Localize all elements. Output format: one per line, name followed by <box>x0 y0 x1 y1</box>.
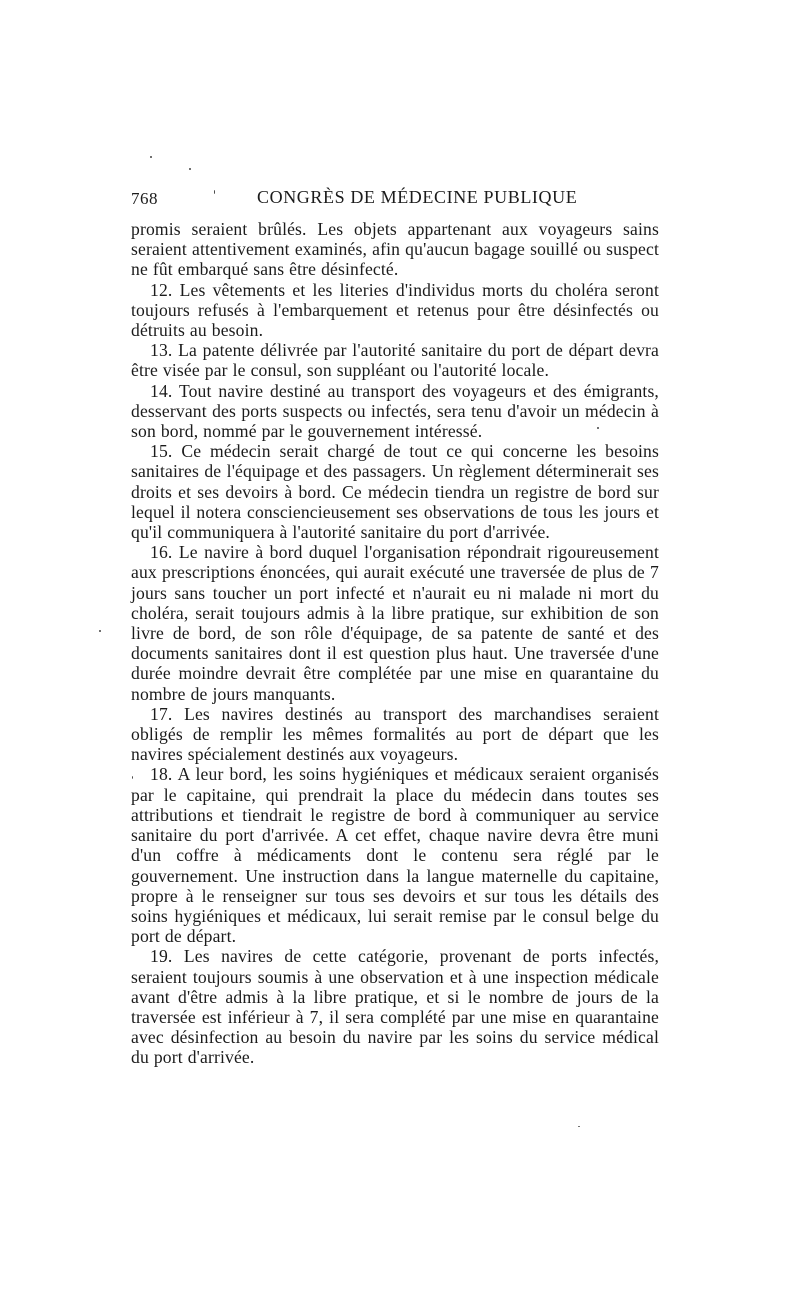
article-text: Ce médecin serait chargé de tout ce qui concerne les besoins sanitaires de l'équipage et des passagers. Un règlement déterminerait ses droits et ses devoirs à bord. Ce médecin tiendra un registre de bord sur lequel il notera consciencieusement ses observations de tous les jours et qu'il communiquera à l'autorité sanitaire du port d'arrivée. <box>131 441 660 543</box>
paragraph-text: promis seraient brûlés. Les objets appartenant aux voyageurs sains seraient attentivement examinés, afin qu'aucun bagage souillé ou suspect ne fût embarqué sans être désinfecté. <box>131 219 659 280</box>
running-title: CONGRÈS DE MÉDECINE PUBLIQUE <box>257 187 578 207</box>
article-text: Les vêtements et les literies d'individus morts du choléra seront toujours refusés à l'embarquement et retenus pour être désinfectés ou détruits au besoin. <box>131 279 659 341</box>
article-14 <box>131 381 659 442</box>
article-number: 17. <box>150 703 173 724</box>
article-number: 14. <box>150 380 173 401</box>
article-17 <box>131 704 659 765</box>
article-text: Le navire à bord duquel l'organisation répondrait rigoureusement aux prescriptions énoncées, qui aurait exécuté une traversée de plus de 7 jours sans toucher un port infecté et n'aurait eu ni malade ni mort du choléra, serait toujours admis à la libre pratique, sur exhibition de son livre de bord, de son rôle d'équipage, de sa patente de santé et des documents sanitaires dont il est question plus haut. Une traversée d'une durée moindre devrait être complétée par une mise en quarantaine du nombre de jours manquants. <box>131 542 659 704</box>
article-text: La patente délivrée par l'autorité sanitaire du port de départ devra être visée par le consul, son suppléant ou l'autorité locale. <box>131 340 659 381</box>
speck-dot <box>189 168 191 170</box>
article-16 <box>131 542 659 704</box>
article-text: Les navires destinés au transport des marchandises seraient obligés de remplir les mêmes formalités au port de départ que les navires spécialement destinés aux voyageurs. <box>131 703 659 765</box>
article-15 <box>131 441 659 542</box>
article-text: Les navires de cette catégorie, provenant de ports infectés, seraient toujours soumis à une observation et à une inspection médicale avant d'être admis à la libre pratique, et si le nombre de jours de la traversée est inférieur à 7, il sera complété par une mise en quarantaine avec désinfection au besoin du navire par les soins du service médical du port d'arrivée. <box>131 946 659 1068</box>
article-number: 13. <box>150 340 173 361</box>
article-number: 12. <box>150 279 173 300</box>
article-number: 15. <box>150 441 173 462</box>
article-18 <box>131 764 659 946</box>
paragraph-continuation <box>131 219 659 280</box>
speck-dot <box>150 156 152 158</box>
speck-dot <box>99 630 101 632</box>
article-number: 18. <box>150 764 173 785</box>
article-text: Tout navire destiné au transport des voyageurs et des émigrants, desservant des ports suspects ou infectés, sera tenu d'avoir un médecin à son bord, nommé par le gouvernement intéressé. <box>131 380 659 442</box>
body-text <box>131 219 659 1068</box>
article-19 <box>131 946 659 1067</box>
article-number: 16. <box>150 542 173 563</box>
article-number: 19. <box>150 946 173 967</box>
article-text: A leur bord, les soins hygiéniques et médicaux seraient organisés par le capitaine, qui prendrait la place du médecin dans toutes ses attributions et tiendrait le registre de bord à communiquer au service sanitaire du port d'arrivée. A cet effet, chaque navire devra être muni d'un coffre à médicaments dont le contenu sera réglé par le gouvernement. Une instruction dans la langue maternelle du capitaine, propre à le renseigner sur tous ses devoirs et sur tous les détails des soins hygiéniques et médicaux, lui serait remise par le consul belge du port de départ. <box>131 764 659 947</box>
article-13 <box>131 340 659 380</box>
page-number: 768 <box>131 189 158 208</box>
speck-dot <box>578 1126 580 1127</box>
article-12 <box>131 280 659 341</box>
running-head <box>131 187 659 217</box>
